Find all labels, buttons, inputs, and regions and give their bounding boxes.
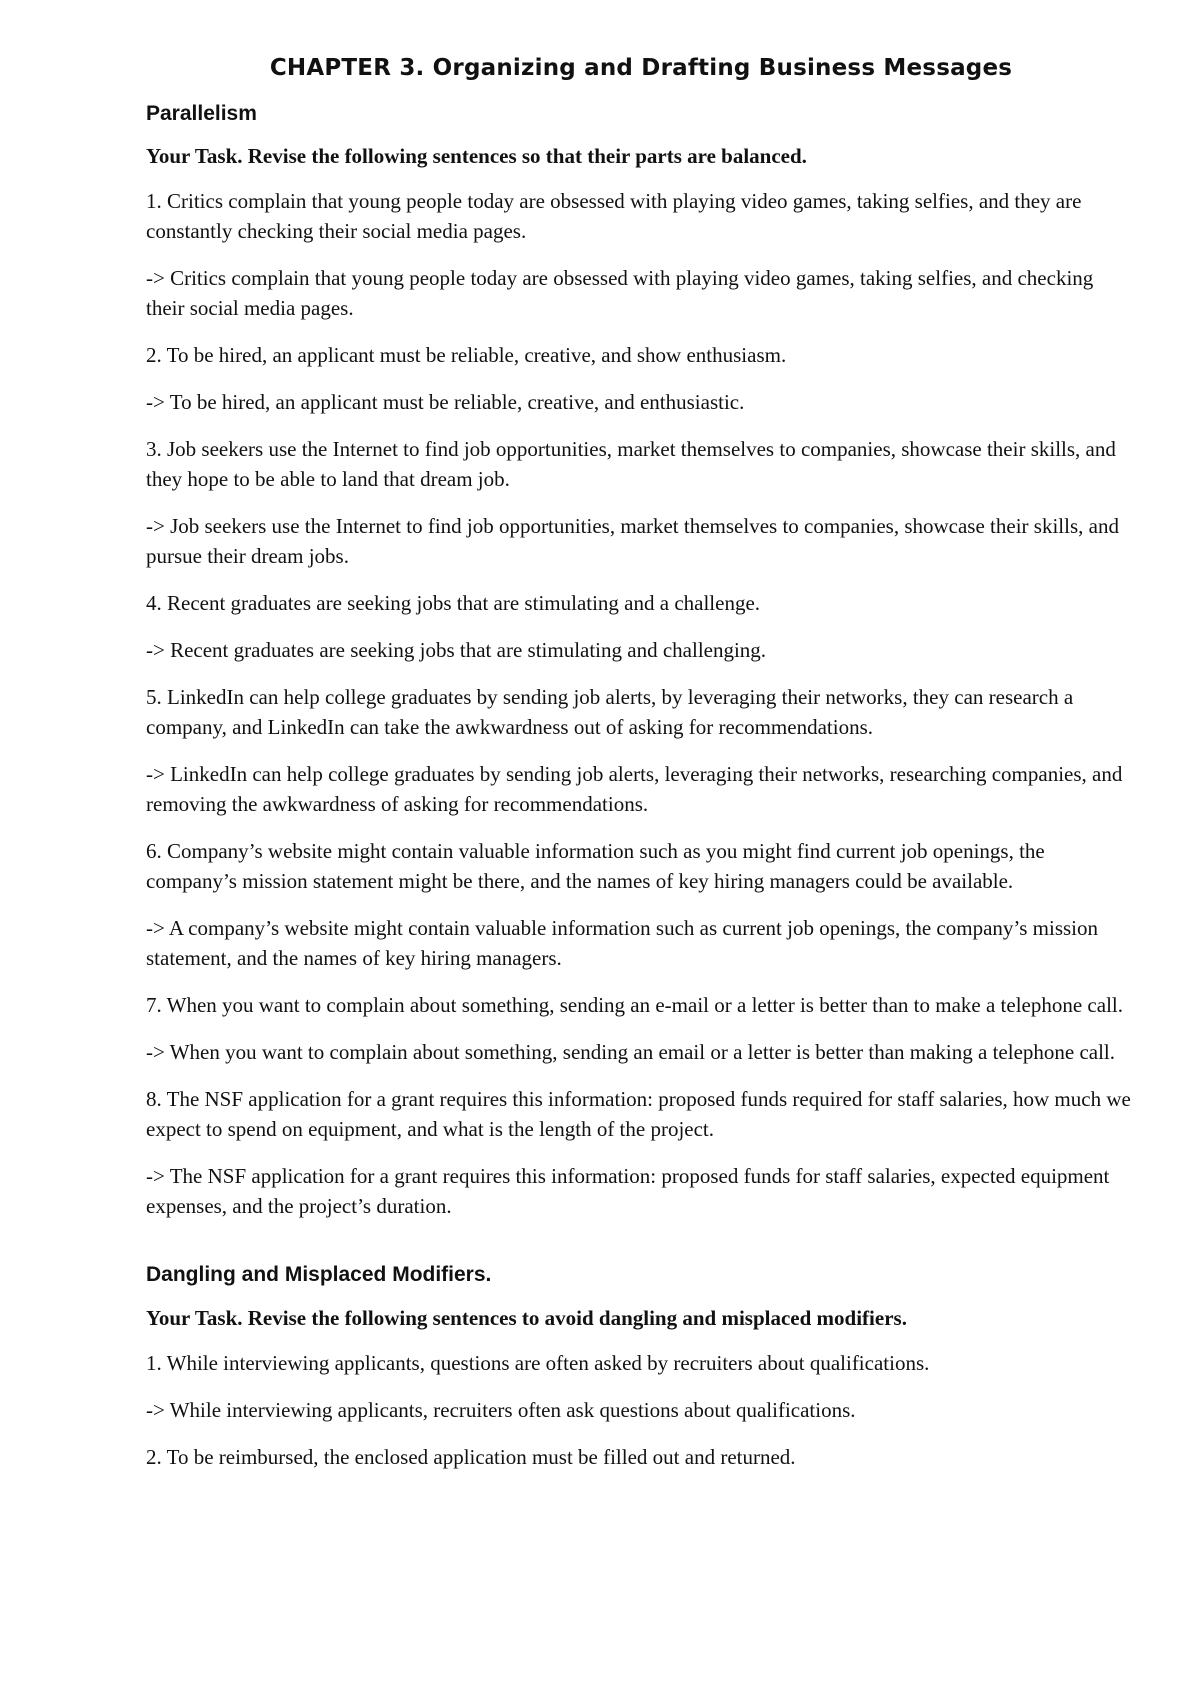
- exercise-sentence: 1. Critics complain that young people today are obsessed with playing video games, taking selfies, and they are constantly checking their social media pages.: [146, 189, 1082, 244]
- exercise-sentence: 4. Recent graduates are seeking jobs that are stimulating and a challenge.: [146, 591, 761, 616]
- section-heading: Parallelism: [146, 101, 257, 125]
- exercise-sentence: 6. Company’s website might contain valuable information such as you might find current job openings, the company’s mission statement might be there, and the names of key hiring managers could be available.: [146, 839, 1045, 894]
- revised-sentence: -> To be hired, an applicant must be reliable, creative, and enthusiastic.: [146, 390, 745, 415]
- section-parallelism: [146, 100, 1136, 1222]
- section-modifiers: [146, 1261, 1136, 1472]
- task-instruction: Your Task. Revise the following sentences so that their parts are balanced.: [146, 144, 807, 169]
- revised-sentence: -> Recent graduates are seeking jobs that are stimulating and challenging.: [146, 638, 767, 663]
- revised-sentence: -> The NSF application for a grant requires this information: proposed funds for staff salaries, expected equipment expenses, and the project’s duration.: [146, 1164, 1110, 1219]
- exercise-sentence: 5. LinkedIn can help college graduates by sending job alerts, by leveraging their networks, they can research a company, and LinkedIn can take the awkwardness out of asking for recommendations.: [146, 685, 1074, 740]
- revised-sentence: -> While interviewing applicants, recruiters often ask questions about qualifications.: [146, 1398, 856, 1423]
- revised-sentence: -> A company’s website might contain valuable information such as current job openings, the company’s mission statement, and the names of key hiring managers.: [146, 916, 1099, 971]
- revised-sentence: -> Job seekers use the Internet to find job opportunities, market themselves to companies, showcase their skills, and pursue their dream jobs.: [146, 514, 1119, 569]
- exercise-sentence: 2. To be hired, an applicant must be reliable, creative, and show enthusiasm.: [146, 343, 787, 368]
- exercise-sentence: 7. When you want to complain about something, sending an e-mail or a letter is better than to make a telephone call.: [146, 993, 1123, 1018]
- revised-sentence: -> Critics complain that young people today are obsessed with playing video games, taking selfies, and checking their social media pages.: [146, 266, 1094, 321]
- document-content: [146, 40, 1136, 1472]
- revised-sentence: -> When you want to complain about something, sending an email or a letter is better than making a telephone call.: [146, 1040, 1116, 1065]
- section-heading: Dangling and Misplaced Modifiers.: [146, 1263, 492, 1287]
- task-instruction: Your Task. Revise the following sentences to avoid dangling and misplaced modifiers.: [146, 1305, 907, 1330]
- revised-sentence: -> LinkedIn can help college graduates by sending job alerts, leveraging their networks, researching companies, and removing the awkwardness of asking for recommendations.: [146, 762, 1123, 817]
- exercise-sentence: 8. The NSF application for a grant requires this information: proposed funds required for staff salaries, how much we expect to spend on equipment, and what is the length of the project.: [146, 1087, 1131, 1142]
- chapter-title: CHAPTER 3. Organizing and Drafting Business Messages: [269, 55, 1013, 81]
- exercise-sentence: 2. To be reimbursed, the enclosed application must be filled out and returned.: [146, 1445, 796, 1470]
- exercise-sentence: 1. While interviewing applicants, questions are often asked by recruiters about qualifications.: [146, 1351, 930, 1376]
- exercise-sentence: 3. Job seekers use the Internet to find job opportunities, market themselves to companies, showcase their skills, and they hope to be able to land that dream job.: [146, 437, 1116, 492]
